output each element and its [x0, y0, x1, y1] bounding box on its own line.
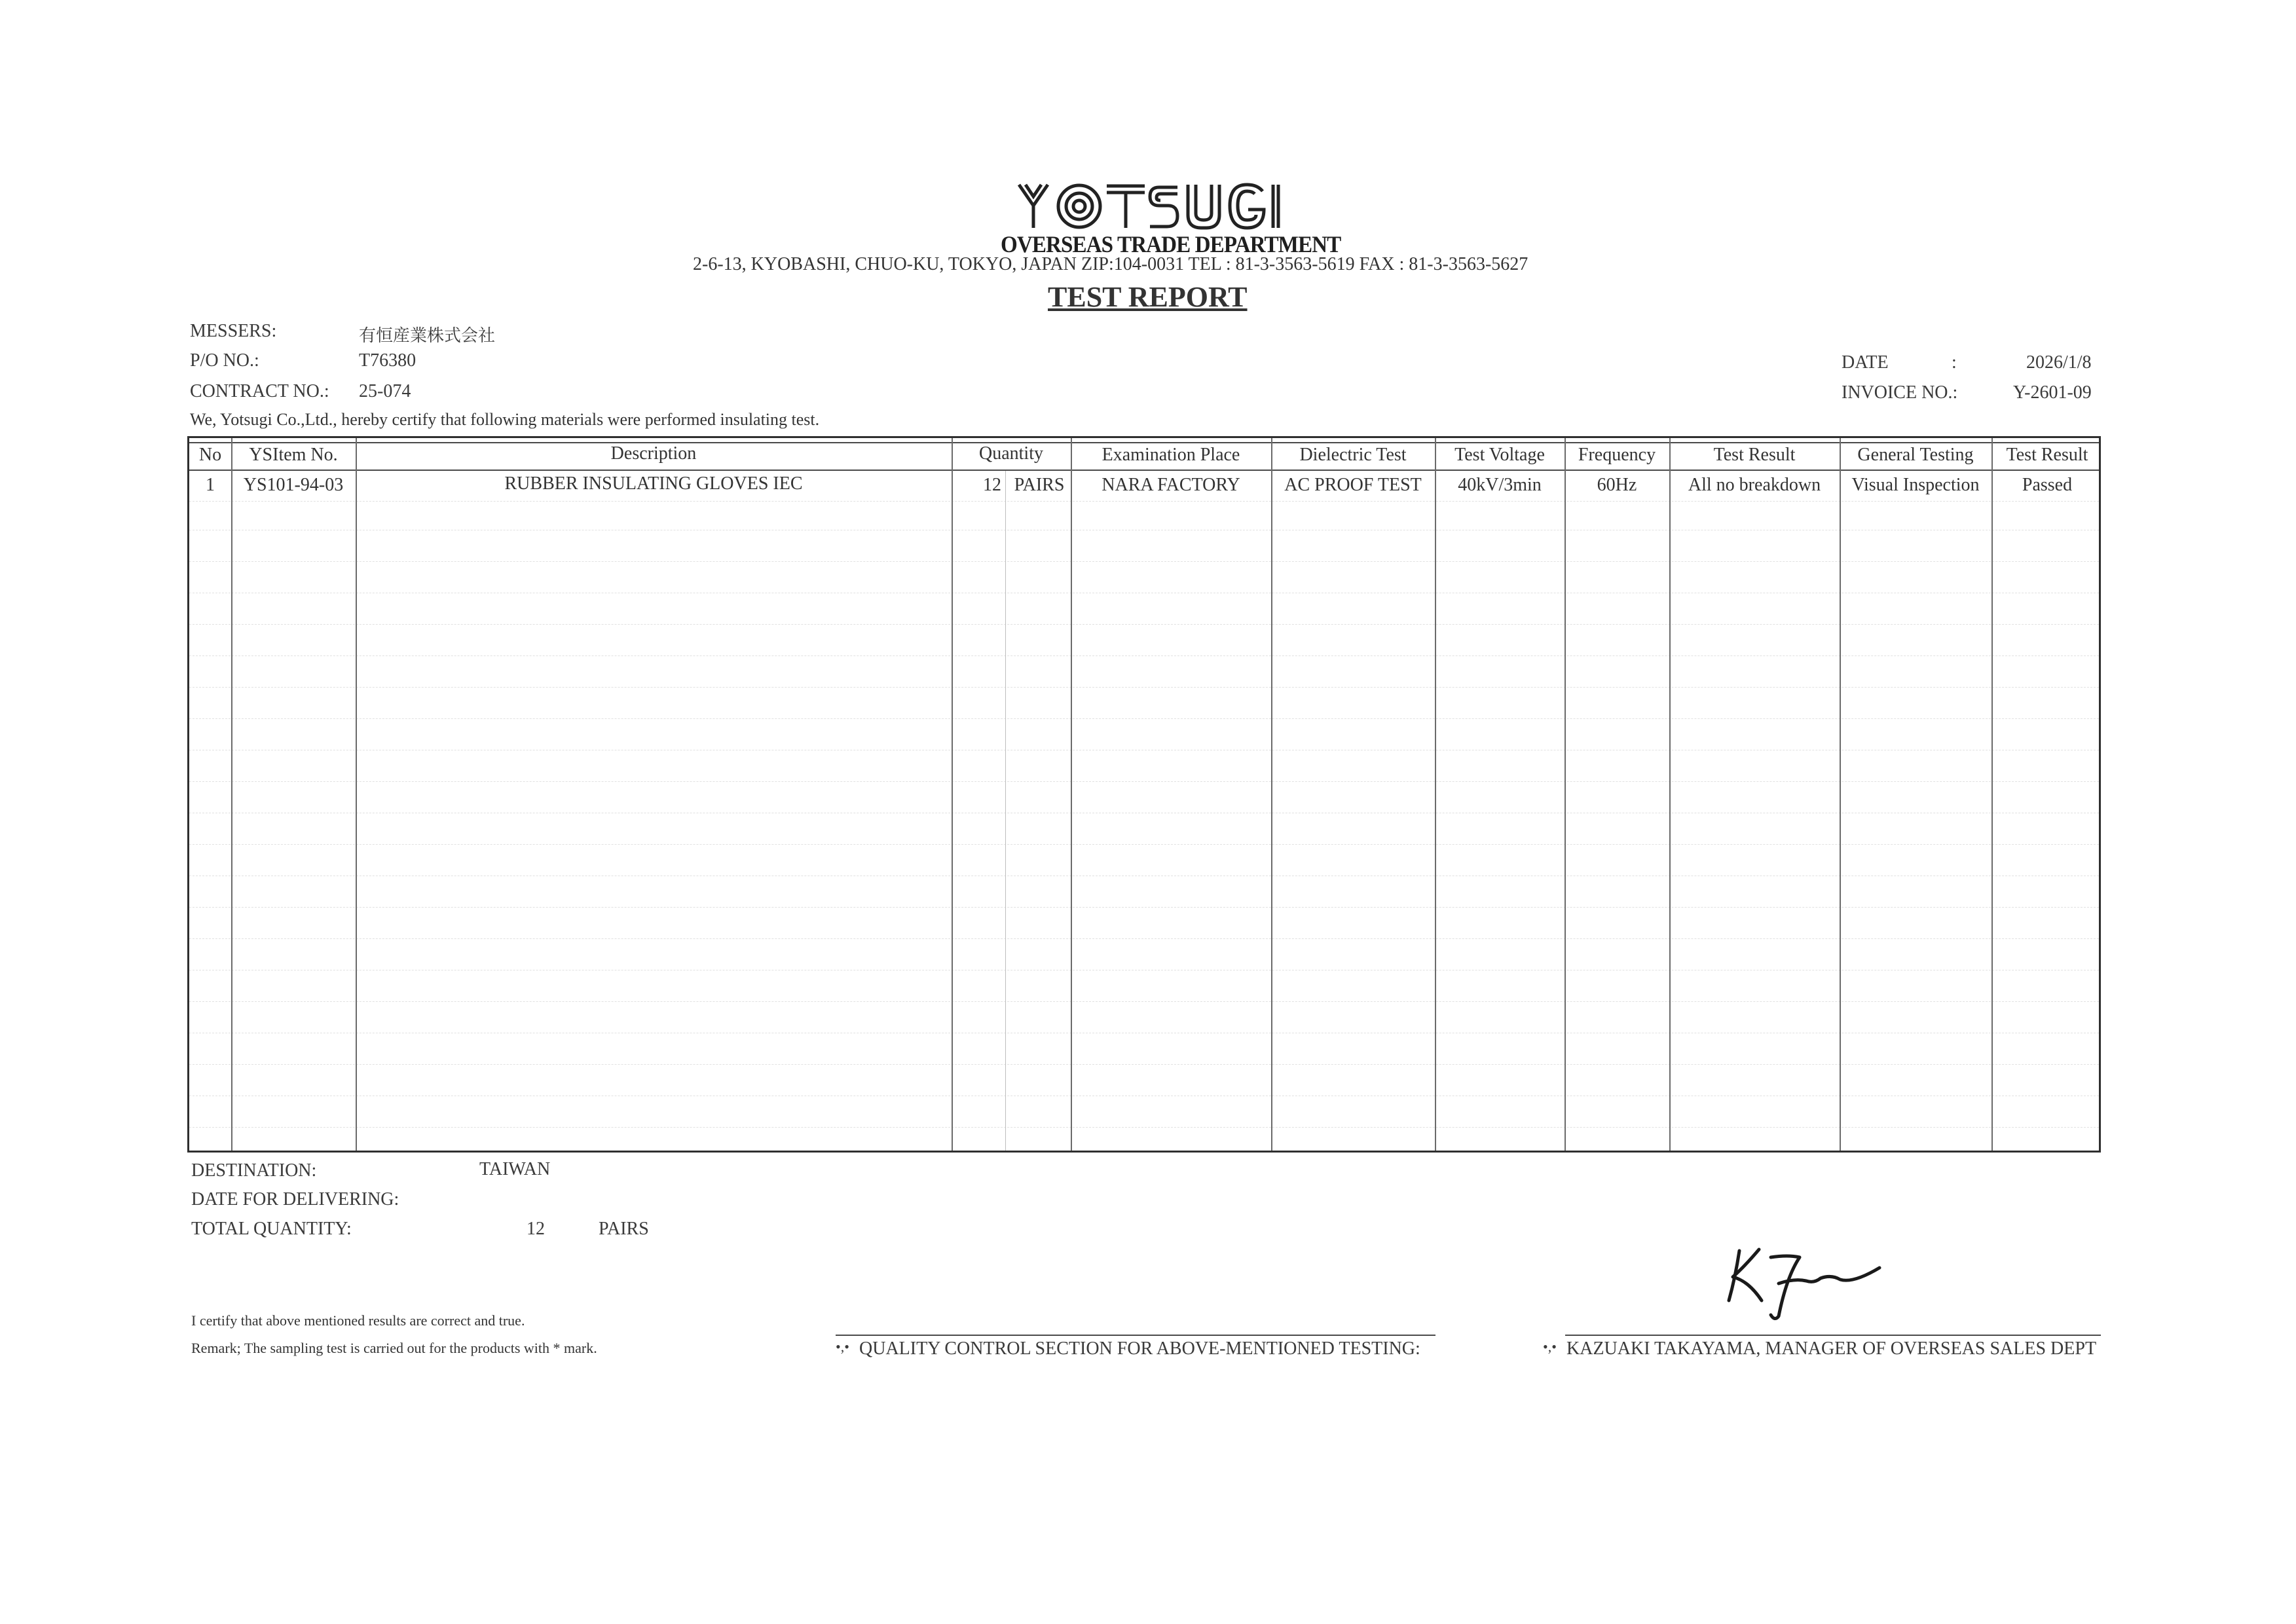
po-value: T76380: [359, 350, 417, 371]
column-divider: [356, 438, 357, 1151]
test-report-table: [187, 436, 2101, 1153]
contract-label: CONTRACT NO.:: [190, 381, 329, 401]
column-divider: [1071, 438, 1072, 1151]
column-divider: [1435, 438, 1436, 1151]
row-guide: [189, 844, 2099, 845]
contract-value: 25-074: [359, 381, 411, 401]
header-frequency: Frequency: [1578, 445, 1656, 465]
cell-test-result-2: Passed: [2022, 475, 2073, 495]
row-guide: [189, 1127, 2099, 1128]
cell-test-voltage: 40kV/3min: [1458, 475, 1542, 495]
cell-quantity-unit: PAIRS: [1014, 475, 1065, 495]
header-description: Description: [610, 443, 697, 464]
cell-no: 1: [206, 475, 215, 495]
column-divider: [1669, 438, 1671, 1151]
row-guide: [189, 907, 2099, 908]
row-guide: [189, 781, 2099, 782]
manager-signature-line: [1565, 1335, 2101, 1336]
header-test-result: Test Result: [1713, 445, 1796, 465]
cell-quantity: 12: [983, 475, 1001, 495]
total-quantity-value: 12: [527, 1219, 545, 1239]
cell-examination-place: NARA FACTORY: [1102, 475, 1240, 495]
row-guide: [189, 1064, 2099, 1065]
row-guide: [189, 624, 2099, 625]
date-label: DATE: [1842, 352, 1889, 373]
qc-section-label: QUALITY CONTROL SECTION FOR ABOVE-MENTIONED TESTING:: [859, 1338, 1420, 1359]
column-divider: [231, 438, 232, 1151]
row-guide: [189, 561, 2099, 562]
po-label: P/O NO.:: [190, 350, 259, 371]
row-guide: [189, 1001, 2099, 1002]
qty-unit-divider: [1005, 471, 1006, 1151]
invoice-value: Y-2601-09: [2013, 382, 2092, 403]
header-test-voltage: Test Voltage: [1454, 445, 1545, 465]
cell-frequency: 60Hz: [1597, 475, 1637, 495]
column-divider: [952, 438, 953, 1151]
date-value: 2026/1/8: [2026, 352, 2092, 373]
cell-description: RUBBER INSULATING GLOVES IEC: [504, 473, 803, 494]
qc-signature-line: [836, 1335, 1435, 1336]
yotsugi-logo: [1014, 179, 1282, 232]
remark-note: Remark; The sampling test is carried out for the products with * mark.: [191, 1340, 597, 1356]
destination-label: DESTINATION:: [191, 1160, 317, 1181]
manager-bullet-mark: •,•: [1543, 1338, 1557, 1355]
certification-statement: We, Yotsugi Co.,Ltd., hereby certify that following materials were performed insulating test.: [190, 410, 820, 429]
messers-value: 有恒産業株式会社: [359, 326, 496, 346]
certify-note: I certify that above mentioned results are correct and true.: [191, 1312, 525, 1329]
row-guide: [189, 687, 2099, 688]
header-quantity: Quantity: [979, 443, 1043, 464]
column-divider: [1271, 438, 1272, 1151]
row-guide: [189, 501, 2099, 502]
cell-test-result: All no breakdown: [1688, 475, 1821, 495]
header-bottom-rule: [189, 470, 2099, 471]
cell-item-no: YS101-94-03: [243, 475, 344, 495]
column-divider: [1565, 438, 1566, 1151]
column-divider: [1840, 438, 1841, 1151]
row-guide: [189, 718, 2099, 719]
row-guide: [189, 938, 2099, 939]
header-dielectric-test: Dielectric Test: [1299, 445, 1407, 465]
header-examination-place: Examination Place: [1102, 445, 1240, 465]
header-general-testing: General Testing: [1857, 445, 1974, 465]
total-quantity-label: TOTAL QUANTITY:: [191, 1219, 352, 1239]
company-address: 2-6-13, KYOBASHI, CHUO-KU, TOKYO, JAPAN ZIP:104-0031 TEL : 81-3-3563-5619 FAX : 81-3-3563-5627: [693, 254, 1528, 274]
messers-label: MESSERS:: [190, 321, 277, 341]
manager-name-title: KAZUAKI TAKAYAMA, MANAGER OF OVERSEAS SALES DEPT: [1566, 1338, 2097, 1359]
invoice-label: INVOICE NO.:: [1842, 382, 1958, 403]
header-no: No: [198, 445, 222, 465]
total-quantity-unit: PAIRS: [599, 1219, 649, 1239]
column-divider: [1991, 438, 1993, 1151]
date-separator: :: [1952, 352, 1957, 373]
cell-dielectric-test: AC PROOF TEST: [1284, 475, 1422, 495]
delivery-date-label: DATE FOR DELIVERING:: [191, 1189, 399, 1209]
department-name: OVERSEAS TRADE DEPARTMENT: [1001, 231, 1341, 257]
document-title: TEST REPORT: [1048, 281, 1248, 313]
row-guide: [189, 655, 2099, 656]
cell-general-testing: Visual Inspection: [1851, 475, 1980, 495]
header-test-result-2: Test Result: [2006, 445, 2088, 465]
header-item-no: YSItem No.: [249, 445, 338, 465]
qc-bullet-mark: •,•: [836, 1338, 849, 1355]
destination-value: TAIWAN: [479, 1159, 551, 1179]
manager-signature: [1716, 1238, 1886, 1323]
